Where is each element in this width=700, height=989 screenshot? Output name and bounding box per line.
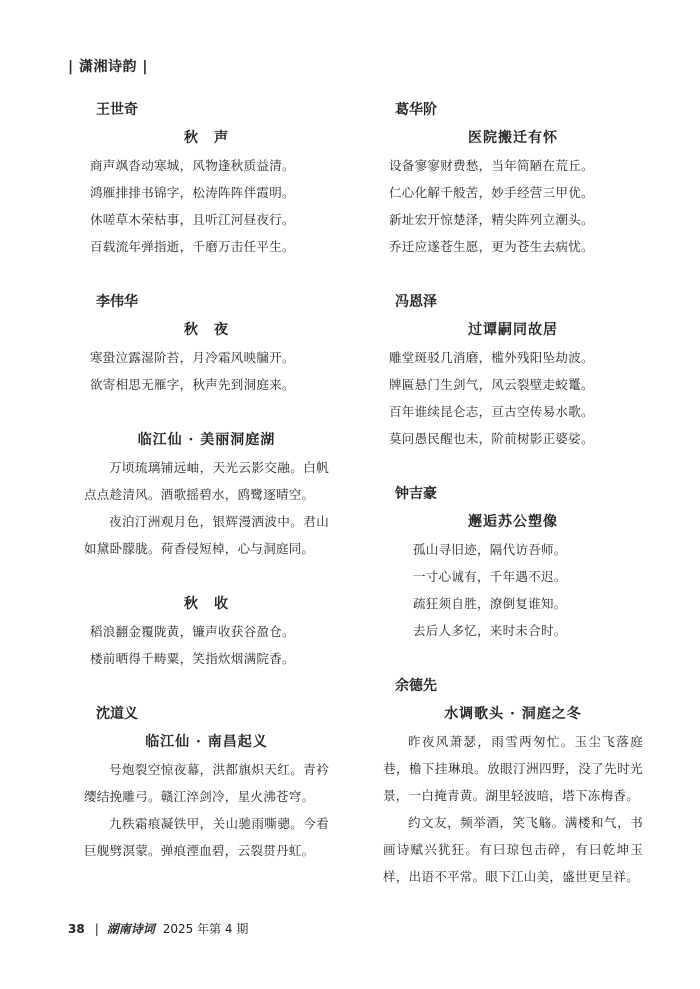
author-name: 钟吉豪	[395, 486, 437, 502]
poem-line: 欲寄相思无雁字，秋声先到洞庭来。	[90, 377, 295, 392]
footer-separator: |	[94, 921, 99, 936]
poem-title: 医院搬迁有怀	[468, 130, 558, 146]
poem-title: 过谭嗣同故居	[468, 322, 558, 338]
poem-line: 雕堂斑驳几消磨，槛外残阳坠劫波。	[389, 350, 594, 365]
poem-title: 临江仙 · 美丽洞庭湖	[137, 432, 276, 448]
author-name: 葛华阶	[395, 102, 437, 118]
magazine-logo: 湖南诗词	[106, 922, 155, 936]
author-name: 冯恩泽	[395, 294, 437, 310]
poem-title: 秋 收	[184, 596, 229, 612]
page-footer	[68, 920, 248, 937]
poem-line: 孤山寻旧迹，隔代访吾师。	[413, 542, 567, 557]
poem-title: 水调歌头 · 洞庭之冬	[444, 706, 582, 722]
poem-line: 楼前晒得千畴粟，笑指炊烟满院香。	[90, 651, 295, 666]
author-name: 余德先	[395, 678, 437, 694]
right-column	[383, 96, 643, 890]
poem-line: 百年谁续昆仑志，亘古空传易水歌。	[389, 404, 594, 419]
poem-line: 稻浪翻金覆陇黄，镰声收获谷盈仓。	[90, 624, 295, 639]
poem-line: 休嗟草木荣枯事，且听江河昼夜行。	[90, 212, 295, 227]
issue-label: 2025 年第 4 期	[162, 922, 249, 936]
author-name: 沈道义	[96, 706, 138, 722]
author-name: 王世奇	[96, 102, 138, 118]
poem-line: 百载流年弹指逝，千磨万击任平生。	[90, 239, 295, 254]
poem-line: 商声飒沓动寒城，风物逢秋质益清。	[90, 158, 295, 173]
poem-line: 仁心化解千般苦，妙手经营三甲优。	[389, 185, 594, 200]
poem-paragraph: 九秩霜痕凝铁甲，关山驰雨嘶骢。今看巨舰劈溟蒙。弹痕湮血碧，云裂贯丹虹。	[84, 816, 329, 858]
section-header: | 潇湘诗韵 |	[68, 59, 148, 75]
poem-line: 设备寥寥财费愁，当年简陋在荒丘。	[389, 158, 594, 173]
poem-line: 一寸心诚有，千年遇不迟。	[413, 569, 567, 584]
poem-title: 邂逅苏公塑像	[468, 514, 558, 530]
poem-paragraph: 昨夜风萧瑟，雨雪两匆忙。玉尘飞落庭巷，檐下挂琳琅。放眼汀洲四野，没了先时光景，一白掩青黄。湖里轻波暗，塔下冻梅香。	[383, 734, 643, 803]
page-number: 38	[68, 921, 85, 936]
poem-line: 新址宏开惊楚泽，精尖阵列立潮头。	[389, 212, 594, 227]
poem-paragraph: 约文友，频举酒，笑飞觞。满楼和气，书画诗赋兴犹狂。有曰琼包击碎，有曰乾坤玉样，出语不平常。眼下江山美，盛世更呈祥。	[383, 815, 643, 884]
poem-line: 莫问愚民醒也未，阶前树影正婆娑。	[389, 431, 594, 446]
poem-line: 牌匾悬门生剑气，风云裂壁走蛟鼍。	[389, 377, 594, 392]
poem-title: 秋 夜	[184, 322, 229, 338]
poem-title: 临江仙 · 南昌起义	[145, 734, 268, 750]
poem-paragraph: 号炮裂空惊夜幕，洪都旗炽天红。青衿缨结挽雕弓。赣江淬剑冷，星火沸苍穹。	[84, 762, 329, 804]
poem-line: 鸿雁排排书锦字，松涛阵阵伴霞明。	[90, 185, 295, 200]
poem-paragraph: 夜泊汀洲观月色，银辉漫洒波中。君山如黛卧朦胧。荷香侵短棹，心与洞庭同。	[84, 514, 329, 556]
author-name: 李伟华	[96, 294, 138, 310]
poem-line: 乔迁应遂苍生愿，更为苍生去病忧。	[389, 239, 594, 254]
poem-paragraph: 万顷琉璃铺远岫，天光云影交融。白帆点点趁清风。酒歌摇碧水，鸥鹭逐晴空。	[84, 460, 329, 502]
poem-line: 去后人多忆，来时未合时。	[413, 623, 567, 638]
poem-line: 寒蛩泣露湿阶苔，月冷霜风映牖开。	[90, 350, 295, 365]
poem-title: 秋 声	[184, 130, 229, 146]
left-column	[84, 96, 329, 864]
poem-line: 疏狂须自胜，潦倒复谁知。	[413, 596, 567, 611]
